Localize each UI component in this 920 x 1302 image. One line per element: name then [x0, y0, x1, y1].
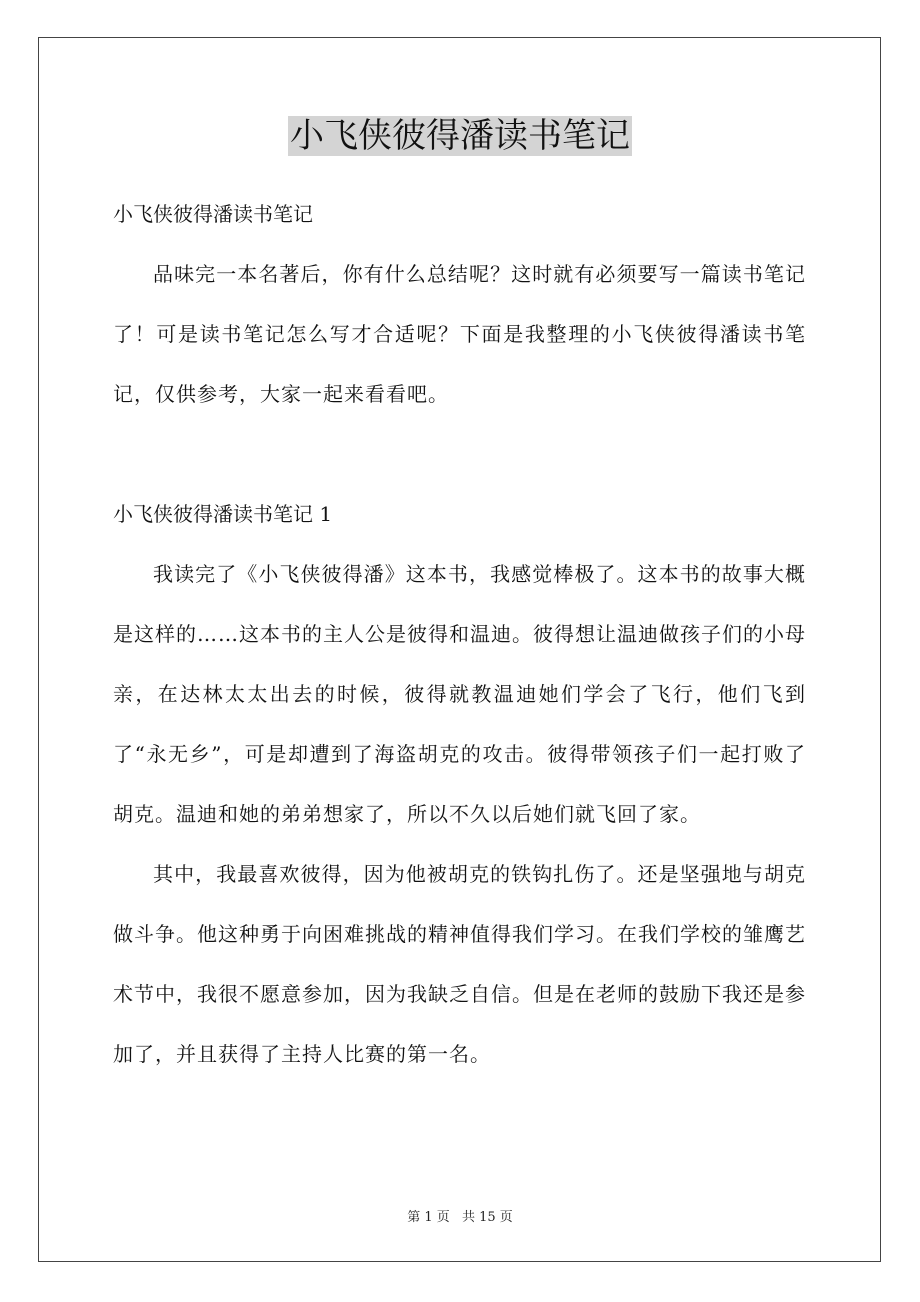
body-paragraph-1: 我读完了《小飞侠彼得潘》这本书，我感觉棒极了。这本书的故事大概是这样的……这本书的主人公是彼得和温迪。彼得想让温迪做孩子们的小母亲，在达林太太出去的时候，彼得就教温迪她们学会了飞行，他们飞到了“永无乡”，可是却遭到了海盗胡克的攻击。彼得带领孩子们一起打败了胡克。温迪和她的弟弟想家了，所以不久以后她们就飞回了家。 [113, 562, 806, 826]
page-total: 共 15 页 [461, 1210, 513, 1225]
intro-paragraph: 品味完一本名著后，你有什么总结呢？这时就有必须要写一篇读书笔记了！可是读书笔记怎么写才合适呢？下面是我整理的小飞侠彼得潘读书笔记，仅供参考，大家一起来看看吧。 [113, 262, 806, 406]
page-number: 第 1 页 [407, 1210, 450, 1225]
body-paragraph-2: 其中，我最喜欢彼得，因为他被胡克的铁钩扎伤了。还是坚强地与胡克做斗争。他这种勇于向困难挑战的精神值得我们学习。在我们学校的雏鹰艺术节中，我很不愿意参加，因为我缺乏自信。但是在老师的鼓励下我还是参加了，并且获得了主持人比赛的第一名。 [113, 862, 806, 1066]
document-title [0, 112, 920, 160]
section-heading-1: 小飞侠彼得潘读书笔记 1 [113, 502, 333, 526]
document-subtitle: 小飞侠彼得潘读书笔记 [113, 202, 313, 226]
document-title-text: 小飞侠彼得潘读书笔记 [290, 116, 630, 156]
document-body [113, 184, 806, 1084]
section-spacer [113, 424, 806, 484]
page-footer [0, 1206, 920, 1225]
